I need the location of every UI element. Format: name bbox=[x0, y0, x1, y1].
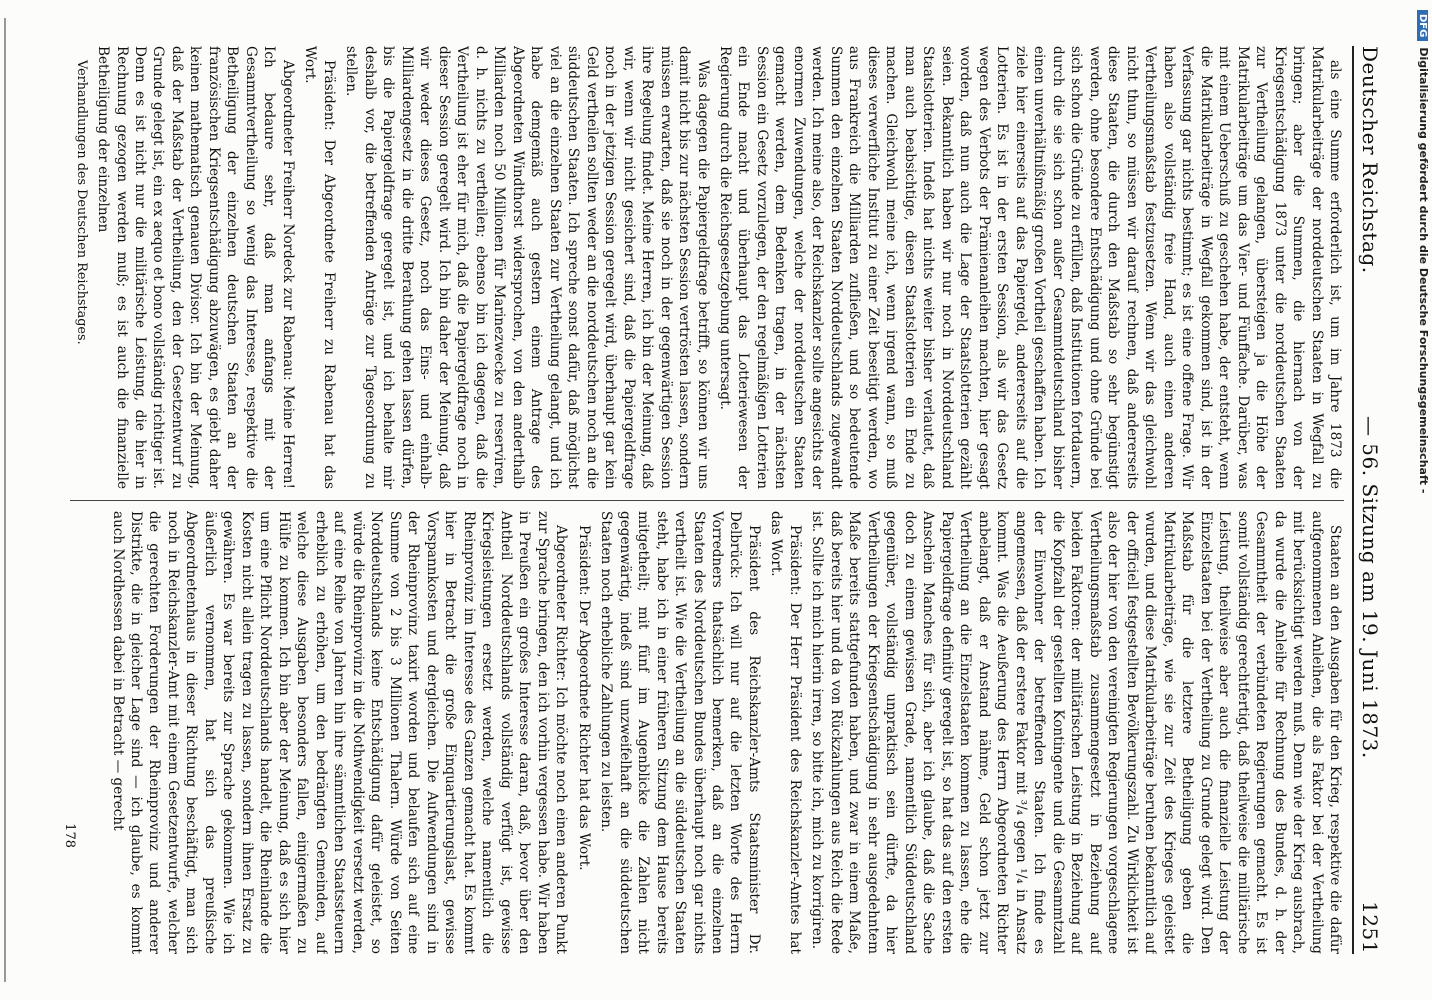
side-stamp bbox=[1410, 0, 1432, 1000]
paragraph: Präsident: Der Abgeordnete Richter hat das Wort. bbox=[575, 525, 592, 871]
page-number: 1251 bbox=[1358, 901, 1382, 954]
paragraph: Abgeordneter Richter: Ich möchte noch einen anderen Punkt zur Sprache bringen, den ich vorhin vergessen habe. Wir haben in Preußen ein großes Interesse daran, daß, bevor über den Antheil Norddeutschlands vollständig verfügt ist, gewisse Kriegsleistungen ersetzt werden, welche namentlich die Rheinprovinz im Interesse des Ganzen gemacht hat. Es kommt hier in Betracht die große Einquartierungslast, gewisse Vorspannkosten und dergleichen. Die Aufwendungen sind in der Rheinprovinz taxirt worden und belaufen sich auf eine Summe von 2 bis 3 Millionen Thalern. Würde von Seiten Norddeutschlands keine Entschädigung dafür geleistet, so würde die Rheinprovinz in die Nothwendigkeit versetzt werden, auf eine Reihe von Jahren hin ihre sämmtlichen Staatssteuern erheblich zu erhöhen, um den bedrängten Gemeinden, auf welche diese Ausgaben besonders fallen, einigermaßen zu Hülfe zu kommen. Ich bin aber der Meinung, daß es sich hier um eine Pflicht Norddeutschlands handelt, die Rheinlande die Kosten nicht allein tragen zu lassen, sondern ihnen Ersatz zu gewähren. Es war bereits zur Sprache gekommen. Wie ich äußerlich vernommen, hat sich das preußische Abgeordnetenhaus in dieser Richtung beschäftigt, man sich noch in Reichskanzler-Amt mit einem Gesetzentwurfe, welcher die gerechten Forderungen der Rheinprovinz und anderer Distrikte, die in gleicher Lage sind — ich glaube, es kommt auch Nordhessen dabei in Betracht — gerecht bbox=[109, 511, 570, 954]
page-header bbox=[1352, 46, 1392, 954]
rotated-text-frame bbox=[56, 32, 1392, 968]
page-edge bbox=[4, 18, 6, 982]
header-center: — 56. Sitzung am 19. Juni 1873. bbox=[1358, 415, 1382, 759]
signature-number: 178 bbox=[62, 823, 77, 848]
paragraph: Präsident des Reichskanzler-Amts Staatsminister Dr. Delbrück: Ich will nur auf die letzten Worte des Herrn Vorredners thatsächlich bemerken, daß an die einzelnen Staaten des Norddeutschen Bundes überhaupt noch gar nichts vertheilt ist. Wie die Vertheilung an die süddeutschen Staaten steht, habe ich in einer früheren Sitzung dem Hause bereits mitgetheilt; mit fünf im Augenblicke die Zahlen nicht gegenwärtig, indeß sind unzweifelhaft an die süddeutschen Staaten noch erhebliche Zahlungen zu leisten. bbox=[598, 511, 762, 954]
stamp-text bbox=[1412, 10, 1430, 990]
stamp-caption: Digitalisierung gefördert durch die Deutsche Forschungsgemeinschaft - bbox=[1417, 47, 1430, 494]
paragraph: Präsident: Der Herr Präsident des Reichskanzler-Amtes hat das Wort. bbox=[768, 511, 803, 954]
header-left: Deutscher Reichstag. bbox=[1358, 46, 1382, 274]
paragraph: Abgeordneter Freiherr Nordeck zur Rabenau: Meine Herren! Ich bedaure sehr, daß man anfangs mit der Gesammtvertheilung so wenig das Interesse, respektive die Betheiligung der einzelnen deutschen Staaten an der französischen Kriegsentschädigung abzuwägen, es giebt daher keinen mathematisch genauen Divisor. Ich bin der Meinung, daß der Maßstab der Vertheilung, den der Gesetzentwurf zu Grunde gelegt ist, ein ex aequo et bono vollständig richtiger ist. Denn es ist nicht nur die militärische Leistung, die hier in Rechnung gezogen werden muß; es ist auch die finanzielle Betheiligung der einzelnen bbox=[95, 46, 296, 489]
footnote: Verhandlungen des Deutschen Reichstages. bbox=[73, 60, 89, 345]
paragraph: Präsident: Der Abgeordnete Freiherr zu Rabenau hat das Wort. bbox=[302, 46, 337, 489]
page-content bbox=[56, 32, 1392, 968]
right-column bbox=[70, 511, 1344, 954]
dfg-logo: DFG bbox=[1417, 10, 1428, 41]
paragraph: Staaten an den Ausgaben für den Krieg, respektive die dafür aufgenommenen Anleihen, die als Faktor bei der Vertheilung mit berücksichtigt werden muß. Denn wie der Krieg ausbrach, da wurde die Anleihe für Rechnung des Bundes, d. h. der Gesammtheit der verbündeten Regierungen gemacht. Es ist somit vollständig gerechtfertigt, daß theilweise die militärische Leistung, theilweise aber auch die finanzielle Leistung der Einzelstaaten bei der Vertheilung zu Grunde gelegt wird. Den Maßstab für die letztere Betheiligung geben die Matrikularbeiträge, wie sie zur Zeit des Krieges geleistet wurden, und diese Matrikularbeiträge beruhen bekanntlich auf der officiell festgestellten Bevölkerungszahl. Zu Wirklichkeit ist also der hier von den vereinigten Regierungen vorgeschlagene Vertheilungsmaßstab zusammengesetzt in Beziehung auf beiden Faktoren: der militärischen Leistung in Beziehung auf die Kopfzahl der gestellten Kontingente und die Gesammtzahl der Einwohner der betreffenden Staaten. Ich finde es angemessen, daß der erstere Faktor mit ³/₄ gegen ¹/₄ in Ansatz kommt. Was die Aeußerung des Herrn Abgeordneten Richter anbelangt, daß er Anstand nähme, Geld schon jetzt zur Vertheilung an die Einzelstaaten kommen zu lassen, ehe die Papiergeldfrage definitiv geregelt ist, so hat das auf den ersten Anschein Manches für sich, aber ich glaube, daß die Sache doch zu einem gewissen Grade, namentlich Süddeutschland gegenüber, vollständig unpraktisch sein dürfte, da hier Vertheilungen der Kriegsentschädigung in sehr ausgedehntem Maße bereits stattgefunden haben, und zwar in einem Maße, daß bereits hier und da von Rückzahlungen aus Reich die Rede ist. Sollte ich mich hierin irren, so bitte ich, mich zu korrigiren. bbox=[809, 511, 1343, 954]
left-column bbox=[70, 46, 1344, 489]
paragraph: Was dagegen die Papiergeldfrage betrifft, so können wir uns damit nicht bis zur nächsten Session vertrösten lassen, sondern müssen erwarten, daß sie noch in der gegenwärtigen Session ihre Regelung findet. Meine Herren, ich bin der Meinung, daß wir, wenn wir nicht gesichert sind, daß die Papiergeldfrage noch in der jetzigen Session geregelt wird, überhaupt gar kein Geld vertheilen sollten weder an die norddeutschen noch an die süddeutschen Staaten. Ich spreche sonst dafür, daß möglichst viel an die einzelnen Staaten zur Vertheilung gelangt, und ich habe demgemäß auch gestern einem Antrage des Abgeordneten Windthorst widersprochen, von den anderthalb Milliarden noch 50 Millionen für Marinezwecke zu reserviren, d. h. nichts zu vertheilen; ebenso bin ich dagegen, daß die Vertheilung ist eher für mich, daß die Papiergeldfrage noch in dieser Session geregelt wird. Ich bin daher der Meinung, daß wir weder dieses Gesetz, noch das Eins- und einhalb-Milliardengesetz in die dritte Berathung gehen lassen dürfen, bis die Papiergeldfrage geregelt ist, und ich behalte mir deshalb vor, die betreffenden Anträge zur Tagesordnung zu stellen. bbox=[343, 46, 711, 489]
column-divider bbox=[70, 500, 1344, 501]
paragraph: als eine Summe erforderlich ist, um im Jahre 1873 die Matrikularbeiträge der norddeutschen Staaten in Wegfall zu bringen; aber die Summen, die hiernach von der Kriegsentschädigung 1873 unter die norddeutschen Staaten zur Vertheilung gelangen, übersteigen ja die Höhe der Matrikularbeiträge um das Vier- und Fünffache. Darüber, was mit einem Ueberschuß zu geschehen habe, der entsteht, wenn die Matrikularbeiträge in Wegfall gekommen sind, ist in der Verfassung gar nichts bestimmt; es ist eine offene Frage. Wir haben also vollständig freie Hand, auch einen anderen Vertheilungsmaßstab festzusetzen. Wenn wir das gleichwohl nicht thun, so müssen wir darauf rechnen, daß andererseits diese Staaten, die durch den Maßstab so sehr begünstigt werden, ohne besondere Entschädigung und ohne Gründe bei sich schon die Gründe zu erfüllen, daß Institutionen fortdauern, durch die sie sich schon außer Gesammtdeutschland bisher einen unverhältnißmäßig großen Vortheil geschaffen haben. Ich ziele hier einerseits auf das Papiergeld, andererseits auf die Lotterien. Es ist in der ersten Session, als wir das Gesetz wegen des Verbots der Prämienanleihen machten, hier gesagt worden, daß nun auch die Lage der Staatslotterien gezählt seien. Bekanntlich haben wir nur noch in Norddeutschland Staatslotterien. Indeß hat nichts weiter bisher verlautet, daß man auch beabsichtige, diesen Staatslotterien ein Ende zu machen. Gleichwohl meine ich, wenn irgend wann, so muß dieses verwerfliche Institut zu einer Zeit beseitigt werden, wo aus Frankreich die Milliarden zufließen, und so bedeutende Summen den einzelnen Staaten Norddeutschlands zugewandt werden. Ich meine also, der Reichskanzler sollte angesichts der enormen Zuwendungen, welche der norddeutschen Staaten gemacht werden, dem Bedenken tragen, in der nächsten Session ein Gesetz vorzulegen, der den regelmäßigen Lotterien ein Ende macht und überhaupt das Lotteriewesen der Regierung durch die Reichsgesetzgebung untersagt. bbox=[717, 46, 1343, 489]
